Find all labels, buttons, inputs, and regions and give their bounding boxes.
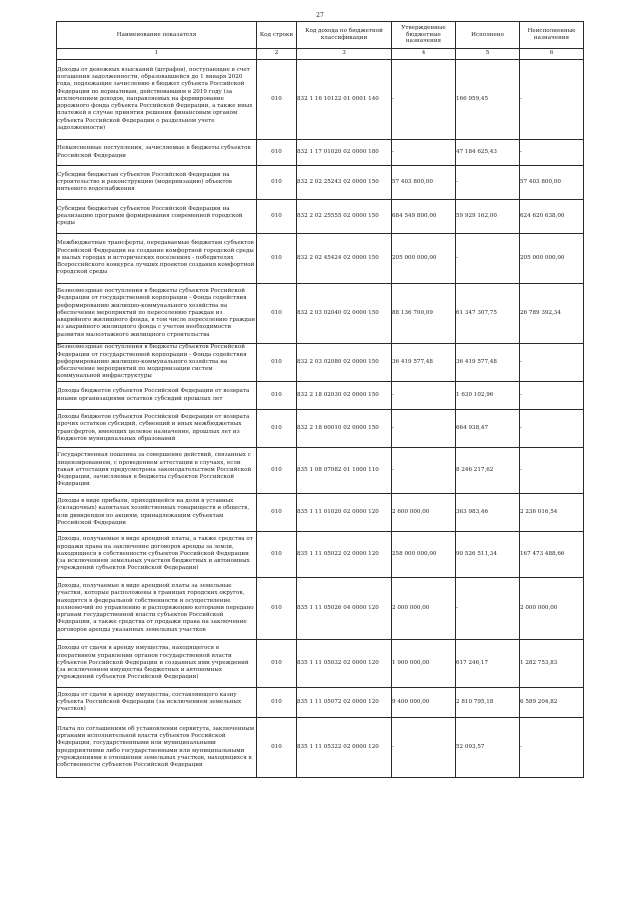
row-budget-code: 835 1 11 05022 02 0000 120 [297,532,392,578]
row-unexecuted: - [520,344,584,382]
header-executed: Исполнено [456,22,520,49]
row-executed: - [456,578,520,640]
table-row [57,410,584,448]
row-line-code: 010 [257,532,297,578]
column-number: 3 [297,49,392,60]
row-unexecuted: 1 282 753,83 [520,640,584,688]
header-line-code: Код строки [257,22,297,49]
row-budget-code: 832 2 02 25243 02 0000 150 [297,166,392,200]
row-unexecuted: - [520,718,584,778]
row-indicator-name: Безвозмездные поступления в бюджеты субъектов Российской Федерации от государственной корпорации - Фонда содействия реформированию жилищно-коммунального хозяйства на обеспечение мероприятий по переселению граждан из аварийного жилищного фонда, в том числе переселению граждан из аварийного жилищного фонда с учетом необходимости развития малоэтажного жилищного строительства [57,284,257,344]
page-number: 27 [316,12,324,19]
row-approved: - [392,410,456,448]
row-budget-code: 835 1 11 05072 02 0000 120 [297,688,392,718]
row-unexecuted: 2 000 000,00 [520,578,584,640]
row-line-code: 010 [257,640,297,688]
header-budget-code: Код дохода по бюджетной классификации [297,22,392,49]
table-row [57,718,584,778]
row-line-code: 010 [257,410,297,448]
row-unexecuted: 624 620 638,00 [520,200,584,234]
row-budget-code: 832 2 03 02080 02 0000 150 [297,344,392,382]
row-budget-code: 832 2 02 45424 02 0000 150 [297,234,392,284]
revenue-table [56,21,584,778]
row-executed: 52 093,57 [456,718,520,778]
table-row [57,382,584,410]
row-approved: 684 549 800,00 [392,200,456,234]
row-budget-code: 835 1 11 01020 02 0000 120 [297,494,392,532]
row-line-code: 010 [257,578,297,640]
row-indicator-name: Доходы от сдачи в аренду имущества, находящегося в оперативном управлении органов государственной власти субъектов Российской Федерации и созданных ими учреждений (за исключением имущества бюджетных и автономных учреждений субъектов Российской Федерации) [57,640,257,688]
row-budget-code: 832 1 17 01020 02 0000 180 [297,140,392,166]
row-approved: 2 600 000,00 [392,494,456,532]
row-indicator-name: Доходы в виде прибыли, приходящейся на доли в уставных (складочных) капиталах хозяйственных товариществ и обществ, или дивидендов по акциям, принадлежащим субъектам Российской Федерации [57,494,257,532]
row-approved: - [392,718,456,778]
row-indicator-name: Плата по соглашениям об установлении сервитута, заключенным органами исполнительной власти субъектов Российской Федерации, государственными или муниципальными предприятиями либо государственными или муниципальными учреждениями в отношении земельных участков, находящихся в собственности субъектов Российской Федерации [57,718,257,778]
row-indicator-name: Невыясненные поступления, зачисляемые в бюджеты субъектов Российской Федерации [57,140,257,166]
row-line-code: 010 [257,284,297,344]
table-row [57,200,584,234]
row-approved: 1 900 000,00 [392,640,456,688]
row-executed: 36 419 577,48 [456,344,520,382]
row-indicator-name: Доходы, получаемые в виде арендной платы за земельные участки, которые расположены в границах городских округов, находятся в федеральной собственности и осуществление полномочий по управлению и распоряжению которыми передано органам государственной власти субъектов Российской Федерации, а также средства от продажи права на заключение договоров аренды указанных земельных участков [57,578,257,640]
row-line-code: 010 [257,688,297,718]
header-approved: Утвержденные бюджетные назначения [392,22,456,49]
row-executed: 8 246 217,62 [456,448,520,494]
row-unexecuted: 26 789 392,34 [520,284,584,344]
row-line-code: 010 [257,60,297,140]
table-row [57,140,584,166]
row-line-code: 010 [257,382,297,410]
table-row [57,688,584,718]
row-executed: 90 526 511,34 [456,532,520,578]
row-executed: 1 630 102,96 [456,382,520,410]
row-unexecuted: 2 236 016,54 [520,494,584,532]
row-line-code: 010 [257,344,297,382]
row-approved: 205 000 000,00 [392,234,456,284]
row-approved: 258 000 000,00 [392,532,456,578]
row-approved: 57 403 800,00 [392,166,456,200]
row-unexecuted: - [520,382,584,410]
row-line-code: 010 [257,140,297,166]
row-budget-code: 835 1 11 05032 02 0000 120 [297,640,392,688]
row-approved: 88 136 700,09 [392,284,456,344]
row-budget-code: 832 2 18 02030 02 0000 150 [297,382,392,410]
row-unexecuted: - [520,448,584,494]
row-budget-code: 835 1 11 05322 02 0000 120 [297,718,392,778]
row-approved: - [392,140,456,166]
row-line-code: 010 [257,166,297,200]
row-executed: 166 959,45 [456,60,520,140]
table-row [57,532,584,578]
row-approved: 36 419 577,48 [392,344,456,382]
row-approved: - [392,382,456,410]
table-row [57,234,584,284]
row-executed: 2 810 795,18 [456,688,520,718]
row-approved: 2 000 000,00 [392,578,456,640]
row-line-code: 010 [257,494,297,532]
column-number: 6 [520,49,584,60]
table-row [57,494,584,532]
row-executed: 617 246,17 [456,640,520,688]
row-executed: 664 938,47 [456,410,520,448]
row-indicator-name: Межбюджетные трансферты, передаваемые бюджетам субъектов Российской Федерации на создание комфортной городской среды в малых городах и исторических поселениях - победителях Всероссийского конкурса лучших проектов создания комфортной городской среды [57,234,257,284]
row-line-code: 010 [257,718,297,778]
row-budget-code: 835 1 08 07082 01 1000 110 [297,448,392,494]
row-indicator-name: Субсидии бюджетам субъектов Российской Федерации на реализацию программ формирования современной городской среды [57,200,257,234]
row-executed: - [456,234,520,284]
column-number-row [57,49,584,60]
row-line-code: 010 [257,448,297,494]
row-indicator-name: Доходы от сдачи в аренду имущества, составляющего казну субъекта Российской Федерации (за исключением земельных участков) [57,688,257,718]
row-indicator-name: Доходы бюджетов субъектов Российской Федерации от возврата иными организациями остатков субсидий прошлых лет [57,382,257,410]
column-number: 5 [456,49,520,60]
row-indicator-name: Безвозмездные поступления в бюджеты субъектов Российской Федерации от государственной корпорации - Фонда содействия реформированию жилищно-коммунального хозяйства на обеспечение мероприятий по модернизации систем коммунальной инфраструктуры [57,344,257,382]
table-row [57,578,584,640]
table-row [57,284,584,344]
row-budget-code: 832 2 02 25555 02 0000 150 [297,200,392,234]
row-budget-code: 835 1 11 05026 04 0000 120 [297,578,392,640]
row-indicator-name: Субсидии бюджетам субъектов Российской Федерации на строительство и реконструкцию (модернизацию) объектов питьевого водоснабжения [57,166,257,200]
row-approved: 9 400 000,00 [392,688,456,718]
header-indicator-name: Наименование показателя [57,22,257,49]
row-budget-code: 832 1 16 10122 01 0001 140 [297,60,392,140]
row-executed: 47 184 625,43 [456,140,520,166]
header-unexecuted: Неисполненные назначения [520,22,584,49]
column-number: 4 [392,49,456,60]
table-row [57,60,584,140]
table-row [57,166,584,200]
row-executed: 363 983,46 [456,494,520,532]
table-row [57,640,584,688]
table-row [57,448,584,494]
row-unexecuted: 6 589 204,82 [520,688,584,718]
row-indicator-name: Доходы от денежных взысканий (штрафов), поступающие в счет погашения задолженности, образовавшейся до 1 января 2020 года, подлежащие зачислению в бюджет субъекта Российской Федерации по нормативам, действовавшим в 2019 году (за исключением доходов, направляемых на формирование дорожного фонда субъекта Российской Федерации, а также иных платежей в случае принятия решения финансовым органом субъекта Российской Федерации о раздельном учете задолженности) [57,60,257,140]
row-executed: 61 347 307,75 [456,284,520,344]
row-unexecuted: - [520,60,584,140]
row-line-code: 010 [257,200,297,234]
row-approved: - [392,448,456,494]
column-number: 1 [57,49,257,60]
column-number: 2 [257,49,297,60]
row-budget-code: 832 2 18 60010 02 0000 150 [297,410,392,448]
row-indicator-name: Государственная пошлина за совершение действий, связанных с лицензированием, с проведением аттестации в случаях, если такая аттестация предусмотрена законодательством Российской Федерации, зачисляемая в бюджеты субъектов Российской Федерации [57,448,257,494]
row-line-code: 010 [257,234,297,284]
row-unexecuted: 205 000 000,00 [520,234,584,284]
row-unexecuted: 167 473 488,66 [520,532,584,578]
row-unexecuted: - [520,140,584,166]
row-unexecuted: 57 403 800,00 [520,166,584,200]
row-approved: - [392,60,456,140]
row-executed: 59 929 162,00 [456,200,520,234]
table-row [57,344,584,382]
row-unexecuted: - [520,410,584,448]
row-indicator-name: Доходы, получаемые в виде арендной платы, а также средства от продажи права на заключение договоров аренды за земли, находящиеся в собственности субъектов Российской Федерации (за исключением земельных участков бюджетных и автономных учреждений субъектов Российской Федерации) [57,532,257,578]
row-indicator-name: Доходы бюджетов субъектов Российской Федерации от возврата прочих остатков субсидий, субвенций и иных межбюджетных трансфертов, имеющих целевое назначение, прошлых лет из бюджетов муниципальных образований [57,410,257,448]
row-executed: - [456,166,520,200]
row-budget-code: 832 2 03 02040 02 0000 150 [297,284,392,344]
